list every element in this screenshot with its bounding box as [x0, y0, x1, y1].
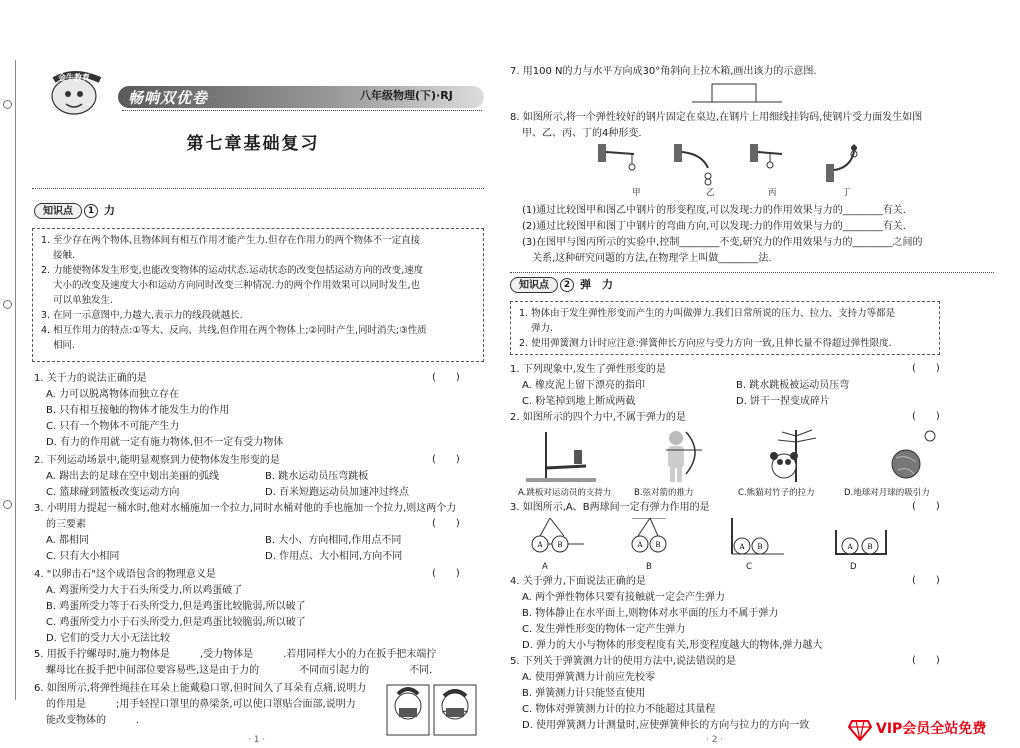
- question-line: 6. 如图所示,将弹性绳挂在耳朵上能戴稳口罩,但时间久了耳朵有点痛,说明力: [34, 683, 367, 694]
- option-row: [510, 378, 950, 394]
- option: D. 弹力的大小与物体的形变程度有关,形变程度越大的物体,弹力越大: [522, 640, 823, 651]
- question-stem: 4. 关于弹力,下面说法正确的是: [510, 576, 646, 587]
- question-4: [34, 567, 484, 647]
- grade-label: 八年级物理(下)·RJ: [360, 89, 453, 102]
- kp1-line: 4. 相互作用力的特点:①等大、反向、共线,但作用在两个物体上;②同时产生,同时消失;③性质: [41, 325, 427, 336]
- option: B. 鸡蛋所受力等于石头所受力,但是鸡蛋比较脆弱,所以破了: [46, 601, 306, 612]
- strip-diagram-bing: [750, 144, 782, 168]
- spheres-diagram-d: [836, 530, 886, 554]
- series-title: 畅响双优卷: [128, 89, 209, 107]
- option: D. 饼干一捏变成碎片: [736, 396, 831, 407]
- option: D. 百米短跑运动员加速冲过终点: [265, 487, 410, 498]
- earth-moon-icon: [892, 431, 935, 478]
- question-line: 的作用是 ;用手轻捏口罩里的鼻梁条,可以使口罩贴合面部,说明力: [46, 699, 356, 710]
- answer-bracket[interactable]: ( ): [912, 363, 940, 374]
- right-page: [506, 0, 1020, 748]
- right-question-3: 3. 如图所示,A、B两球间一定有弹力作用的是: [510, 502, 710, 513]
- knowledge-point-2-box: [510, 301, 940, 355]
- strip-diagram-jia: [598, 144, 635, 170]
- option: B. 跳水跳板被运动员压弯: [736, 380, 850, 391]
- diving-board-icon: [526, 432, 596, 482]
- question-3: [34, 501, 484, 565]
- kp-title: 力: [104, 204, 115, 218]
- strip-diagram-ding: [826, 144, 857, 182]
- right-question-2: 2. 如图所示的四个力中,不属于弹力的是: [510, 412, 686, 423]
- option: A. 踢出去的足球在空中划出美丽的弧线: [46, 471, 220, 482]
- question-line: 能改变物体的 .: [46, 715, 140, 726]
- option-row: [34, 549, 484, 565]
- caption-bing: 丙: [768, 188, 777, 198]
- answer-bracket[interactable]: ( ): [432, 372, 460, 383]
- question-stem: 3. 小明用力提起一桶水时,他对水桶施加一个拉力,同时水桶对他的手也施加一个拉力,则这两个力: [34, 503, 457, 514]
- option: D. 使用弹簧测力计测量时,应使弹簧伸长的方向与拉力的方向一致: [522, 720, 810, 731]
- svg-text:A: A: [537, 541, 543, 549]
- answer-bracket[interactable]: ( ): [912, 501, 940, 512]
- question-stem: 1. 下列现象中,发生了弹性形变的是: [510, 364, 666, 375]
- question-7: 7. 用100 N的力与水平方向成30°角斜向上拉木箱,画出该力的示意图.: [510, 66, 817, 77]
- kp1-line: 2. 力能使物体发生形变,也能改变物体的运动状态.运动状态的改变包括运动方向的改变,速度: [41, 265, 424, 276]
- page-number: · 2 ·: [706, 735, 724, 745]
- answer-bracket[interactable]: ( ): [432, 454, 460, 465]
- caption-jia: 甲: [632, 188, 641, 198]
- steel-strip-figure: [598, 142, 878, 192]
- binding-hole: [3, 500, 12, 509]
- option: C. 只有一个物体不可能产生力: [46, 421, 180, 432]
- question-line: 5. 用扳手拧螺母时,施力物体是 ,受力物体是 .若用同样大小的力在扳手把末端拧: [34, 649, 437, 660]
- option: C. 篮球碰到篮板改变运动方向: [46, 487, 180, 498]
- right-question-1: [510, 362, 950, 410]
- kp1-line: 3. 在同一示意图中,力越大,表示力的线段就越长.: [41, 310, 243, 321]
- question-2: [34, 453, 484, 501]
- figure-caption: D: [850, 562, 857, 572]
- svg-text:A: A: [847, 543, 853, 551]
- kp2-line: 1. 物体由于发生弹性形变而产生的力叫做弹力.我们日常所说的压力、拉力、支持力等都是: [519, 308, 896, 319]
- watermark-text: VIP会员全站免费: [876, 721, 987, 738]
- figure-caption: A: [542, 562, 548, 572]
- ab-spheres-figure: [520, 518, 900, 564]
- kp-number: 2: [560, 278, 574, 292]
- mask-icon: [446, 708, 464, 717]
- option-row: [34, 485, 484, 501]
- option: C. 发生弹性形变的物体一定产生弹力: [522, 624, 686, 635]
- kp-label: 知识点: [34, 203, 82, 219]
- option: A. 都相同: [46, 535, 90, 546]
- knowledge-point-2-header: [510, 277, 613, 293]
- option: B. 只有相互接触的物体才能发生力的作用: [46, 405, 230, 416]
- question-1: [34, 371, 484, 451]
- question-line: 8. 如图所示,将一个弹性较好的钢片固定在桌边,在钢片上用细线挂钩码,使钢片受力面发生如图: [510, 112, 923, 123]
- caption-ding: 丁: [842, 188, 851, 198]
- answer-bracket[interactable]: ( ): [912, 655, 940, 666]
- sub-question: (2)通过比较图甲和图丁中钢片的弯曲方向,可以发现:力的作用效果与力的________有关.: [522, 221, 906, 232]
- spheres-diagram-c: [732, 518, 784, 554]
- question-8-stem: [510, 110, 1000, 142]
- answer-bracket[interactable]: ( ): [912, 411, 940, 422]
- section-divider: [510, 272, 994, 273]
- svg-text:B: B: [557, 541, 563, 549]
- spheres-diagram-b: [632, 518, 666, 552]
- right-question-4: [510, 574, 950, 654]
- page-number: · 1 ·: [248, 735, 266, 745]
- figure-caption: A.跳板对运动员的支持力: [518, 488, 612, 498]
- chapter-title: 第七章基础复习: [186, 134, 320, 154]
- option: A. 两个弹性物体只要有接触就一定会产生弹力: [522, 592, 726, 603]
- svg-text:B: B: [655, 541, 661, 549]
- option: A. 橡皮泥上留下漂亮的指印: [522, 380, 646, 391]
- option: A. 鸡蛋所受力大于石头所受力,所以鸡蛋破了: [46, 585, 243, 596]
- question-stem: 4. "以卵击石"这个成语包含的物理意义是: [34, 569, 216, 580]
- kp2-line: 弹力.: [531, 323, 554, 334]
- svg-text:A: A: [637, 541, 643, 549]
- archer-icon: [666, 431, 702, 482]
- option: D. 有力的作用就一定有施力物体,但不一定有受力物体: [46, 437, 284, 448]
- question-6: [34, 681, 384, 729]
- kp-number: 1: [84, 204, 98, 218]
- figure-caption: B.弦对箭的推力: [634, 488, 694, 498]
- spheres-diagram-a: [532, 518, 584, 552]
- kp2-line: 2. 使用弹簧测力计时应注意:弹簧伸长方向应与受力方向一致,且伸长量不得超过弹性限度.: [519, 338, 892, 349]
- left-page: [0, 0, 506, 748]
- option-row: [34, 469, 484, 485]
- option: B. 大小、方向相同,作用点不同: [265, 535, 402, 546]
- option-row: [510, 394, 950, 410]
- option: B. 物体静止在水平面上,则物体对水平面的压力不属于弹力: [522, 608, 779, 619]
- svg-text:A: A: [739, 543, 745, 551]
- option: C. 只有大小相同: [46, 551, 120, 562]
- question-stem: 5. 下列关于弹簧测力计的使用方法中,说法错误的是: [510, 656, 736, 667]
- caption-yi: 乙: [706, 188, 715, 198]
- header-underline: [122, 110, 482, 111]
- question-line: 螺母比在扳手把中间部位要容易些,这是由于力的 不同而引起力的 不同.: [46, 665, 433, 676]
- sub-question: (3)在图甲与图丙所示的实验中,控制________不变,研究力的作用效果与力的________之间的: [522, 237, 923, 248]
- answer-bracket[interactable]: ( ): [912, 575, 940, 586]
- binding-hole: [3, 300, 12, 309]
- sub-question: 关系,这种研究问题的方法,在物理学上叫做________法.: [522, 253, 772, 264]
- elastic-force-figures: [526, 428, 946, 486]
- option: D. 作用点、大小相同,方向不同: [265, 551, 403, 562]
- option: D. 它们的受力大小无法比较: [46, 633, 171, 644]
- strip-diagram-yi: [674, 144, 711, 185]
- panda-bamboo-icon: [770, 430, 816, 482]
- kp-label: 知识点: [510, 277, 558, 293]
- figure-caption: C.熊猫对竹子的拉力: [738, 488, 815, 498]
- sub-question: (1)通过比较图甲和图乙中钢片的形变程度,可以发现:力的作用效果与力的________有关.: [522, 205, 906, 216]
- svg-text:B: B: [757, 543, 763, 551]
- option: C. 物体对弹簧测力计的拉力不能超过其量程: [522, 704, 716, 715]
- kp1-line: 接触.: [53, 250, 76, 261]
- binding-hole: [3, 100, 12, 109]
- title-divider: [32, 188, 484, 189]
- answer-bracket[interactable]: ( ): [432, 518, 460, 529]
- question-line: 甲、乙、丙、丁的4种形变.: [522, 128, 642, 139]
- option: A. 力可以脱离物体而独立存在: [46, 389, 180, 400]
- mask-icon: [399, 708, 417, 717]
- logo-text: 金牛教育: [58, 73, 90, 82]
- svg-text:B: B: [867, 543, 873, 551]
- option: A. 使用弹簧测力计前应先校零: [522, 672, 656, 683]
- kp1-line: 可以单独发生.: [53, 295, 114, 306]
- option-row: [34, 533, 484, 549]
- figure-caption: C: [746, 562, 752, 572]
- figure-caption: D.地球对月球的吸引力: [844, 488, 930, 498]
- question-stem: 2. 下列运动场景中,能明显观察到力使物体发生形变的是: [34, 455, 280, 466]
- vip-watermark[interactable]: [848, 716, 1016, 744]
- diamond-icon: [848, 719, 872, 741]
- kp1-line: 1. 至少存在两个物体,且物体间有相互作用才能产生力.但存在作用力的两个物体不一定直接: [41, 235, 421, 246]
- crate-icon: [712, 84, 756, 102]
- mask-figure: [386, 684, 478, 736]
- question-8-subs: [522, 203, 1002, 267]
- option: B. 弹簧测力计只能竖直使用: [522, 688, 646, 699]
- question-5: [34, 647, 494, 679]
- option: C. 粉笔掉到地上断成两截: [522, 396, 636, 407]
- kp-title: 弹 力: [580, 278, 613, 292]
- kp1-line: 大小的改变及速度大小和运动方向同时改变三种情况.力的两个作用效果可以同时发生,也: [53, 280, 421, 291]
- answer-bracket[interactable]: ( ): [432, 568, 460, 579]
- knowledge-point-1-box: [32, 228, 484, 362]
- crate-figure: [692, 78, 782, 106]
- option: B. 跳水运动员压弯跳板: [265, 471, 369, 482]
- brand-logo: [44, 66, 114, 118]
- question-stem: 1. 关于力的说法正确的是: [34, 373, 147, 384]
- option: C. 鸡蛋所受力小于石头所受力,但是鸡蛋比较脆弱,所以破了: [46, 617, 306, 628]
- question-stem: 的三要素: [46, 519, 86, 530]
- figure-caption: B: [646, 562, 652, 572]
- kp1-line: 相同.: [53, 340, 76, 351]
- knowledge-point-1-header: [34, 203, 115, 219]
